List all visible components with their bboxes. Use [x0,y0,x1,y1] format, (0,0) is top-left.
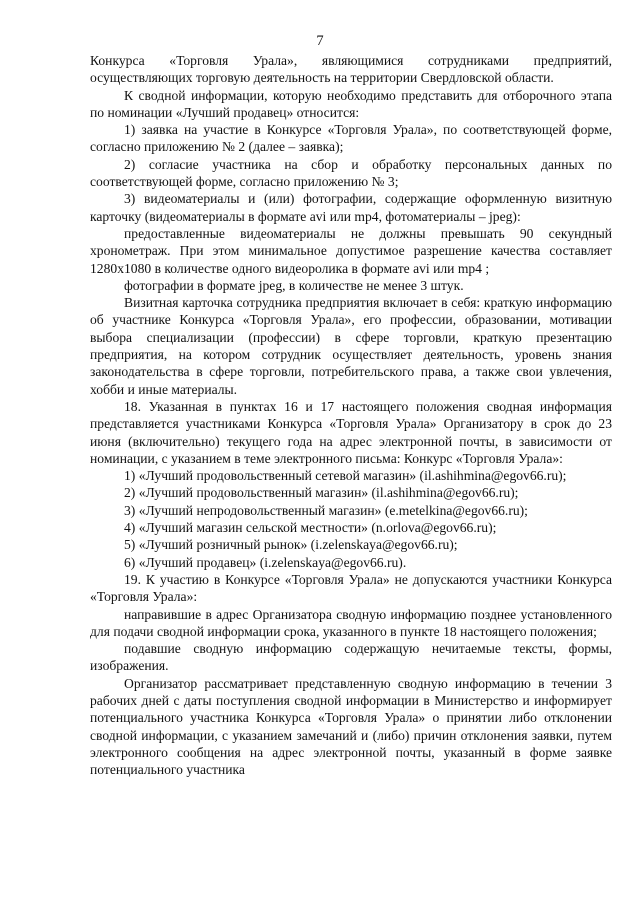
paragraph-review-process: Организатор рассматривает представленную сводную информацию в течении 3 рабочих дней с даты поступления сводной информации в Министерство и информирует потенциального участника Конкурса «Торговля Урала» о принятии либо отклонении сводной информации, с указанием замечаний и (либо) причин отклонения заявки, путем электронного сообщения на адрес электронной почты, указанный в форме заявке потенциального участника [90,675,612,778]
document-body [90,52,612,778]
nomination-item-3: 3) «Лучший непродовольственный магазин» (e.metelkina@egov66.ru); [124,502,528,518]
paragraph-business-card: Визитная карточка сотрудника предприятия включает в себя: краткую информацию об участнике Конкурса «Торговля Урала», его профессии, образовании, мотивации выбора специализации (профессии) в сфере торговли, краткую презентацию предприятия, на котором сотрудник осуществляет деятельность, уровень знания законодательства в сфере торговли, потребительского права, а также свои увлечения, хобби и иные материалы. [90,295,612,397]
paragraph-intro-seller: К сводной информации, которую необходимо представить для отборочного этапа по номинации «Лучший продавец» относится: [90,87,612,120]
nomination-item-6: 6) «Лучший продавец» (i.zelenskaya@egov66.ru). [124,554,407,570]
paragraph-continuation: Конкурса «Торговля Урала», являющимися сотрудниками предприятий, осуществляющих торговую деятельность на территории Свердловской области. [90,53,612,86]
paragraph-exclusion-late: направившие в адрес Организатора сводную информацию позднее установленного для подачи сводной информации срока, указанного в пункте 18 настоящего положения; [90,606,612,639]
paragraph-photo-requirements: фотографии в формате jpeg, в количестве не менее 3 штук. [124,277,464,293]
paragraph-video-requirements: предоставленные видеоматериалы не должны превышать 90 секундный хронометраж. При этом минимальное допустимое разрешение качества составляет 1280x1080 в количестве одного видеоролика в формате avi или mp4 ; [90,225,612,276]
page-number: 7 [316,33,324,49]
paragraph-section-18: 18. Указанная в пунктах 16 и 17 настоящего положения сводная информация представляется участниками Конкурса «Торговля Урала» Организатору в срок до 23 июня (включительно) текущего года на адрес электронной почты, в зависимости от номинации, с указанием в теме электронного письма: Конкурс «Торговля Урала»: [90,398,612,466]
paragraph-section-19: 19. К участию в Конкурсе «Торговля Урала» не допускаются участники Конкурса «Торговля Урала»: [90,571,612,605]
list-item-consent: 2) согласие участника на сбор и обработку персональных данных по соответствующей форме, согласно приложению № 3; [90,156,612,190]
nomination-item-2: 2) «Лучший продовольственный магазин» (il.ashihmina@egov66.ru); [124,485,519,501]
nomination-item-5: 5) «Лучший розничный рынок» (i.zelenskaya@egov66.ru); [124,537,458,553]
nomination-item-1: 1) «Лучший продовольственный сетевой магазин» (il.ashihmina@egov66.ru); [124,468,567,484]
list-item-application: 1) заявка на участие в Конкурсе «Торговля Урала», по соответствующей форме, согласно приложению № 2 (далее – заявка); [90,122,612,155]
paragraph-exclusion-unreadable: подавшие сводную информацию содержащую нечитаемые тексты, формы, изображения. [90,641,612,674]
list-item-media: 3) видеоматериалы и (или) фотографии, содержащие оформленную визитную карточку (видеоматериалы в формате avi или mp4, фотоматериалы – jpeg): [90,191,612,224]
nomination-item-4: 4) «Лучший магазин сельской местности» (n.orlova@egov66.ru); [124,520,497,536]
